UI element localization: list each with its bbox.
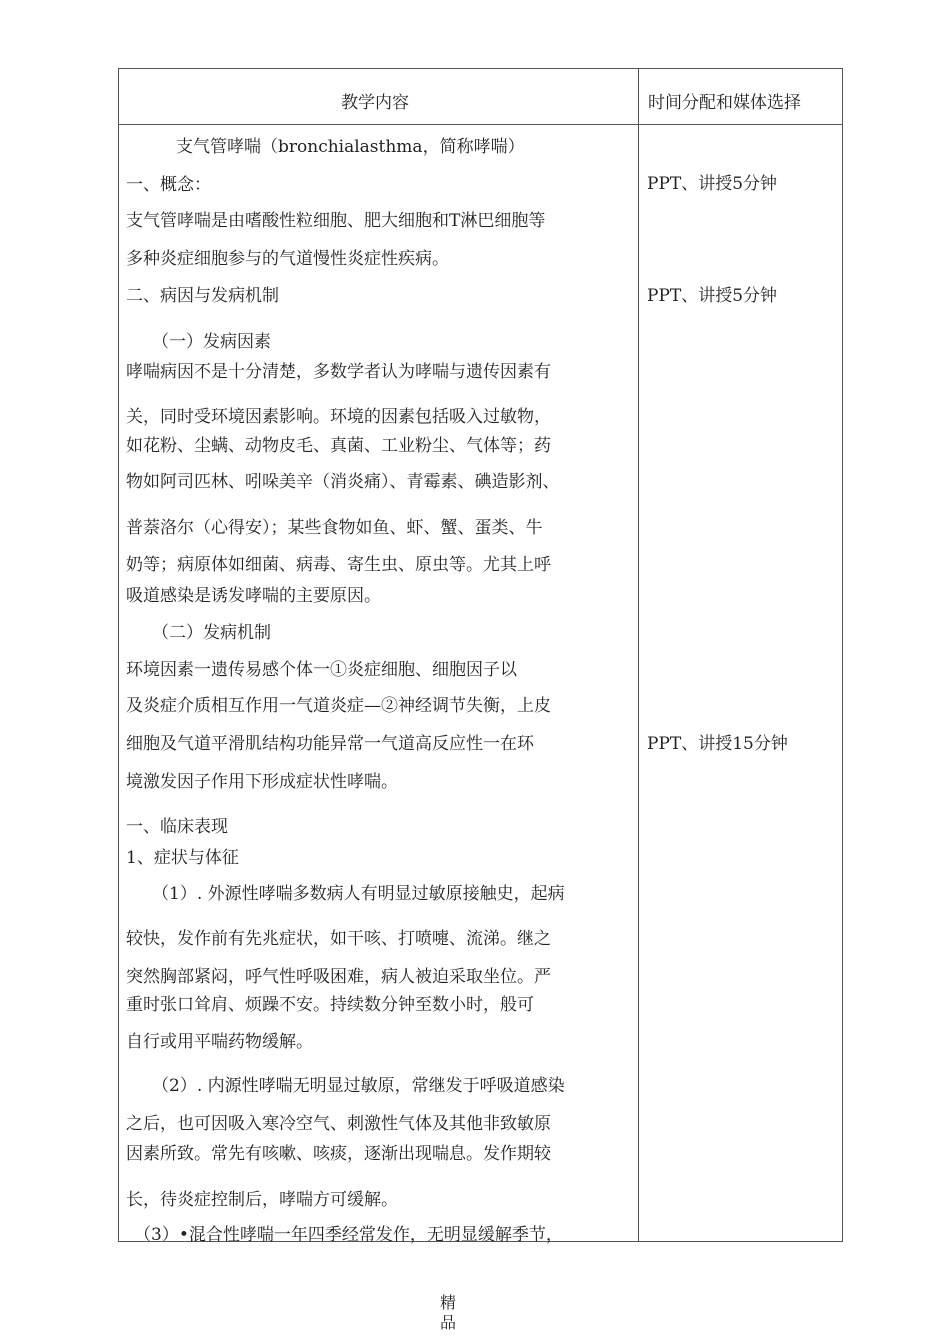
content-line: 二、病因与发病机制 xyxy=(126,286,279,306)
content-line: 1、症状与体征 xyxy=(126,848,239,868)
content-line: 一、概念： xyxy=(126,175,211,195)
content-line: 较快，发作前有先兆症状，如干咳、打喷嚏、流涕。继之 xyxy=(126,929,551,949)
time-allocation: PPT、讲授15分钟 xyxy=(647,734,788,754)
content-line: 环境因素一遗传易感个体一①炎症细胞、细胞因子以 xyxy=(126,660,517,680)
content-line: 之后，也可因吸入寒冷空气、刺激性气体及其他非致敏原 xyxy=(126,1114,551,1134)
section-title: 支气管哮喘（bronchialasthma，简称哮喘） xyxy=(176,137,525,157)
content-line: 突然胸部紧闷，呼气性呼吸困难，病人被迫采取坐位。严 xyxy=(126,967,551,987)
content-line: 细胞及气道平滑肌结构功能异常一气道高反应性一在环 xyxy=(126,734,534,754)
footer-mark-2: 品 xyxy=(440,1313,457,1332)
content-line: 自行或用平喘药物缓解。 xyxy=(126,1032,313,1052)
content-line: 物如阿司匹林、吲哚美辛（消炎痛）、青霉素、碘造影剂、 xyxy=(126,472,560,492)
content-line: 及炎症介质相互作用一气道炎症—②神经调节失衡，上皮 xyxy=(126,696,551,716)
content-line: （1）. 外源性哮喘多数病人有明显过敏原接触史，起病 xyxy=(152,884,565,904)
header-divider xyxy=(118,124,843,125)
content-line: （一）发病因素 xyxy=(152,332,271,352)
content-line: 关，同时受环境因素影响。环境的因素包括吸入过敏物， xyxy=(126,407,551,427)
content-line: 多种炎症细胞参与的气道慢性炎症性疾病。 xyxy=(126,249,449,269)
content-line: 吸道感染是诱发哮喘的主要原因。 xyxy=(126,586,381,606)
content-line: 长，待炎症控制后，哮喘方可缓解。 xyxy=(126,1190,398,1210)
content-line: 普萘洛尔（心得安）；某些食物如鱼、虾、蟹、蛋类、牛 xyxy=(126,518,543,538)
content-line: （3）•混合性哮喘一年四季经常发作，无明显缓解季节， xyxy=(134,1225,563,1245)
footer-mark-1: 精 xyxy=(440,1293,457,1312)
content-line: 一、临床表现 xyxy=(126,817,228,837)
content-line: （二）发病机制 xyxy=(152,623,271,643)
header-time: 时间分配和媒体选择 xyxy=(648,93,801,113)
content-line: 哮喘病因不是十分清楚，多数学者认为哮喘与遗传因素有 xyxy=(126,362,551,382)
content-line: 因素所致。常先有咳嗽、咳痰，逐渐出现喘息。发作期较 xyxy=(126,1144,551,1164)
content-line: 重时张口耸肩、烦躁不安。持续数分钟至数小时，般可 xyxy=(126,995,534,1015)
time-allocation: PPT、讲授5分钟 xyxy=(647,286,778,306)
content-line: 境激发因子作用下形成症状性哮喘。 xyxy=(126,772,398,792)
content-line: （2）. 内源性哮喘无明显过敏原，常继发于呼吸道感染 xyxy=(152,1076,565,1096)
content-line: 如花粉、尘螨、动物皮毛、真菌、工业粉尘、气体等；药 xyxy=(126,436,551,456)
column-divider xyxy=(638,68,639,1242)
time-allocation: PPT、讲授5分钟 xyxy=(647,174,778,194)
content-line: 支气管哮喘是由嗜酸性粒细胞、肥大细胞和T淋巴细胞等 xyxy=(126,211,546,231)
content-line: 奶等；病原体如细菌、病毒、寄生虫、原虫等。尤其上呼 xyxy=(126,555,551,575)
header-content: 教学内容 xyxy=(341,93,409,113)
